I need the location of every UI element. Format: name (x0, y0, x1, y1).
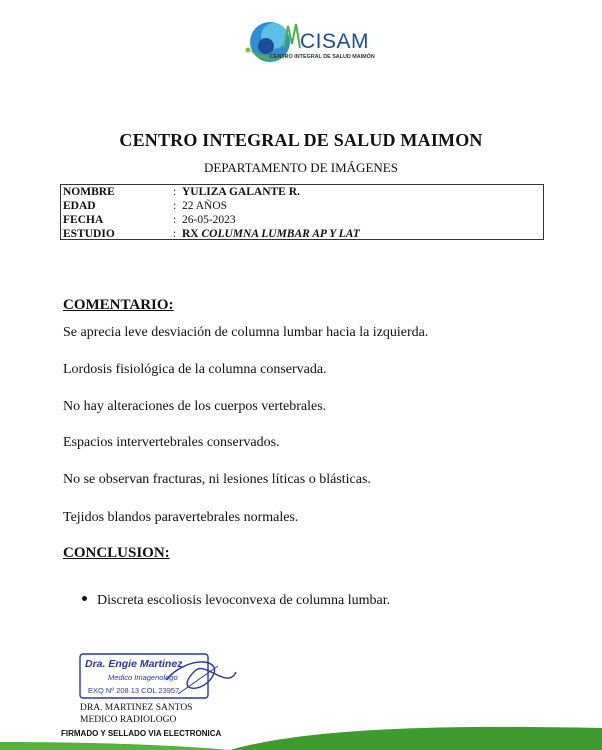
comentario-line: Se aprecia leve desviación de columna lumbar hacia la izquierda. (63, 325, 429, 340)
study-date: 26-05-2023 (182, 214, 236, 226)
comentario-line: Lordosis fisiológica de la columna conservada. (63, 362, 327, 377)
study-prefix: RX (182, 228, 199, 240)
info-label: EDAD (63, 200, 96, 212)
comentario-line: No se observan fracturas, ni lesiones líticas o blásticas. (63, 472, 371, 487)
comentario-heading: COMENTARIO: (63, 297, 174, 313)
doctor-role: MEDICO RADIOLOGO (80, 715, 177, 725)
patient-name: YULIZA GALANTE R. (182, 186, 300, 198)
info-colon: : (173, 228, 177, 240)
cisam-logo (244, 14, 374, 70)
department-title: DEPARTAMENTO DE IMÁGENES (204, 160, 398, 175)
stamp-role: Medico Imagenologo (108, 673, 178, 682)
info-colon: : (173, 186, 177, 198)
doctor-stamp (78, 650, 238, 706)
logo-wordmark: CISAM (300, 30, 370, 53)
study-description: COLUMNA LUMBAR AP Y LAT (201, 228, 360, 240)
info-label: FECHA (63, 214, 104, 226)
conclusion-text: Discreta escoliosis levoconvexa de columna lumbar. (97, 593, 391, 608)
bullet-icon (82, 596, 87, 601)
patient-info-box (60, 184, 544, 240)
comentario-line: Tejidos blandos paravertebrales normales. (63, 510, 299, 525)
logo-tagline: CENTRO INTEGRAL DE SALUD MAIMÓN (270, 54, 375, 60)
info-colon: : (173, 214, 177, 226)
comentario-line: No hay alteraciones de los cuerpos vertebrales. (63, 399, 327, 414)
stamp-registration: EXQ Nº 208 13 COL 23957 (88, 686, 180, 695)
patient-age: 22 AÑOS (182, 200, 228, 212)
info-colon: : (173, 200, 177, 212)
conclusion-item (82, 593, 390, 609)
comentario-line: Espacios intervertebrales conservados. (63, 435, 280, 450)
info-label: NOMBRE (63, 186, 115, 198)
signature-note: FIRMADO Y SELLADO VIA ELECTRONICA (61, 729, 222, 738)
study-name (182, 227, 360, 241)
page-title: CENTRO INTEGRAL DE SALUD MAIMON (119, 130, 483, 150)
conclusion-heading: CONCLUSION: (63, 545, 170, 561)
info-label: ESTUDIO (63, 228, 115, 240)
stamp-name: Dra. Engie Martinez (85, 658, 183, 670)
doctor-name: DRA. MARTINEZ SANTOS (80, 703, 193, 713)
